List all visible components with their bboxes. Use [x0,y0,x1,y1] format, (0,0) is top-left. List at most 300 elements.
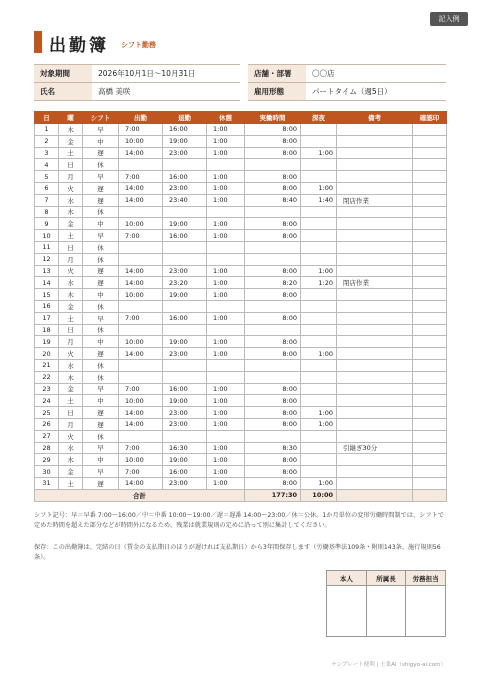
table-cell: 中 [83,218,119,230]
table-cell[interactable]: 1:00 [207,230,245,242]
info-table [34,64,446,101]
table-cell[interactable] [337,371,413,383]
table-cell[interactable]: 14:00 [119,418,163,430]
table-cell: 遅 [83,147,119,159]
example-badge: 記入例 [430,12,468,26]
table-cell[interactable] [207,206,245,218]
confirm-stamp-cell[interactable] [413,206,447,218]
confirm-stamp-cell[interactable] [413,265,447,277]
table-cell[interactable]: 14:00 [119,182,163,194]
table-cell: 29 [35,454,59,466]
day-row [35,336,447,348]
table-cell: 休 [83,206,119,218]
confirm-stamp-cell[interactable] [413,418,447,430]
table-cell[interactable]: 8:00 [245,147,301,159]
table-cell[interactable] [245,359,301,371]
confirm-stamp-cell[interactable] [413,407,447,419]
table-cell[interactable]: 8:00 [245,407,301,419]
table-cell[interactable] [207,253,245,265]
table-cell[interactable] [301,300,337,312]
day-row [35,194,447,206]
confirm-stamp-cell[interactable] [413,466,447,478]
confirm-stamp-cell[interactable] [413,277,447,289]
table-cell[interactable] [119,159,163,171]
table-cell[interactable] [119,324,163,336]
table-cell[interactable] [337,466,413,478]
confirm-stamp-cell[interactable] [413,477,447,489]
table-cell[interactable]: 10:00 [119,395,163,407]
table-cell[interactable] [119,359,163,371]
table-cell: 中 [83,289,119,301]
table-cell[interactable]: 7:00 [119,171,163,183]
confirm-stamp-cell[interactable] [413,442,447,454]
table-cell[interactable]: 1:00 [207,383,245,395]
table-cell[interactable]: 1:00 [207,477,245,489]
table-cell: 4 [35,159,59,171]
table-cell[interactable]: 8:00 [245,477,301,489]
table-cell[interactable]: 14:00 [119,407,163,419]
table-cell: 6 [35,182,59,194]
table-cell[interactable]: 16:30 [163,442,207,454]
table-cell[interactable] [245,430,301,442]
day-row [35,147,447,159]
table-cell[interactable] [337,418,413,430]
confirm-stamp-cell[interactable] [413,289,447,301]
table-cell[interactable] [301,253,337,265]
table-cell[interactable]: 1:00 [301,348,337,360]
table-cell[interactable]: 1:00 [207,218,245,230]
table-cell: 休 [83,324,119,336]
table-cell[interactable] [337,289,413,301]
day-row [35,277,447,289]
confirm-stamp-cell[interactable] [413,218,447,230]
table-cell[interactable]: 8:40 [245,194,301,206]
table-cell: 日 [59,407,83,419]
table-cell: 中 [83,135,119,147]
total-night-hours: 10:00 [301,489,337,501]
table-cell[interactable]: 16:00 [163,124,207,136]
table-cell[interactable] [301,159,337,171]
table-cell[interactable]: 23:00 [163,147,207,159]
day-row [35,218,447,230]
table-cell[interactable] [301,230,337,242]
table-cell[interactable]: 16:00 [163,230,207,242]
table-cell[interactable] [337,230,413,242]
table-cell[interactable]: 1:00 [301,418,337,430]
table-cell[interactable] [337,430,413,442]
table-cell[interactable] [163,300,207,312]
confirm-stamp-cell[interactable] [413,359,447,371]
table-cell[interactable] [337,383,413,395]
table-cell[interactable]: 1:00 [207,135,245,147]
column-header: 日 [35,112,59,124]
table-cell: 中 [83,395,119,407]
table-cell[interactable]: 1:00 [207,466,245,478]
table-cell[interactable]: 19:00 [163,395,207,407]
table-cell[interactable]: 1:00 [207,124,245,136]
table-cell[interactable]: 1:00 [207,182,245,194]
table-cell[interactable]: 7:00 [119,312,163,324]
employment-type-value[interactable]: パートタイム（週5日） [306,83,446,101]
confirm-stamp-cell[interactable] [413,336,447,348]
table-cell: 休 [83,253,119,265]
table-cell[interactable] [163,159,207,171]
table-cell[interactable]: 1:40 [301,194,337,206]
table-cell[interactable] [163,430,207,442]
table-cell[interactable]: 8:00 [245,395,301,407]
table-cell[interactable] [119,241,163,253]
table-cell[interactable]: 1:00 [301,407,337,419]
table-cell[interactable]: 7:00 [119,230,163,242]
table-cell[interactable]: 23:20 [163,277,207,289]
table-cell[interactable]: 8:00 [245,466,301,478]
confirm-stamp-cell[interactable] [413,348,447,360]
table-cell[interactable] [301,336,337,348]
table-cell: 日 [59,324,83,336]
table-cell: 金 [59,218,83,230]
table-cell[interactable]: 1:00 [301,147,337,159]
day-row [35,359,447,371]
table-cell[interactable] [301,241,337,253]
table-cell[interactable]: 8:00 [245,218,301,230]
confirm-stamp-cell[interactable] [413,159,447,171]
table-cell[interactable]: 19:00 [163,218,207,230]
confirm-stamp-cell[interactable] [413,300,447,312]
table-cell[interactable]: 16:00 [163,466,207,478]
table-cell: 21 [35,359,59,371]
confirm-stamp-cell[interactable] [413,312,447,324]
table-cell[interactable]: 10:00 [119,218,163,230]
table-cell[interactable] [301,218,337,230]
table-cell[interactable] [119,253,163,265]
confirm-stamp-cell[interactable] [413,371,447,383]
table-cell[interactable]: 1:00 [207,395,245,407]
table-cell[interactable] [337,324,413,336]
day-row [35,312,447,324]
confirm-stamp-cell[interactable] [413,171,447,183]
day-row [35,466,447,478]
table-cell[interactable] [207,371,245,383]
confirm-stamp-cell[interactable] [413,395,447,407]
table-cell: 26 [35,418,59,430]
total-work-hours: 177:30 [245,489,301,501]
day-row [35,407,447,419]
table-cell[interactable] [163,206,207,218]
confirm-stamp-cell[interactable] [413,147,447,159]
table-cell[interactable]: 8:00 [245,230,301,242]
storage-note: 保存：この出勤簿は、完結の日（賃金の支払期日のほうが遅ければ支払期日）から3年間保存します（労働基準法109条・附則143条、施行規則56条）。 [34,544,441,561]
table-cell[interactable]: 1:00 [301,182,337,194]
table-cell[interactable]: 14:00 [119,477,163,489]
table-cell: 早 [83,124,119,136]
confirm-stamp-cell[interactable] [413,194,447,206]
table-cell[interactable] [119,371,163,383]
confirm-stamp-cell[interactable] [413,454,447,466]
table-cell[interactable] [245,371,301,383]
table-cell[interactable]: 10:00 [119,336,163,348]
table-cell[interactable]: 10:00 [119,454,163,466]
day-row [35,159,447,171]
table-cell[interactable]: 1:00 [207,407,245,419]
table-cell[interactable]: 1:00 [207,348,245,360]
column-header: 出勤 [119,112,163,124]
table-cell[interactable] [337,206,413,218]
table-cell[interactable]: 8:00 [245,182,301,194]
table-cell[interactable] [337,312,413,324]
table-cell[interactable]: 8:00 [245,135,301,147]
table-cell[interactable]: 1:00 [207,147,245,159]
table-cell[interactable]: 14:00 [119,348,163,360]
table-cell: 30 [35,466,59,478]
table-cell[interactable]: 23:00 [163,407,207,419]
table-cell[interactable]: 1:00 [301,477,337,489]
table-cell[interactable] [301,206,337,218]
table-cell: 木 [59,206,83,218]
table-cell[interactable] [337,454,413,466]
table-cell[interactable] [245,324,301,336]
table-cell[interactable] [245,253,301,265]
title-accent-bar [34,31,42,53]
table-cell: 遅 [83,348,119,360]
table-cell: 休 [83,359,119,371]
table-cell[interactable]: 14:00 [119,277,163,289]
table-cell[interactable] [301,324,337,336]
table-cell[interactable] [301,135,337,147]
table-cell: 22 [35,371,59,383]
table-cell[interactable] [337,241,413,253]
table-cell: 2 [35,135,59,147]
table-cell[interactable] [337,253,413,265]
confirm-stamp-cell[interactable] [413,124,447,136]
stamp-label-manager: 所属長 [366,571,406,586]
table-cell[interactable]: 7:00 [119,442,163,454]
table-cell[interactable] [337,300,413,312]
table-cell[interactable] [337,159,413,171]
table-cell[interactable] [207,241,245,253]
table-cell[interactable]: 8:00 [245,312,301,324]
table-cell[interactable]: 引継ぎ30分 [337,442,413,454]
table-cell[interactable]: 8:00 [245,171,301,183]
confirm-stamp-cell[interactable] [413,182,447,194]
table-cell[interactable]: 閉店作業 [337,277,413,289]
table-cell[interactable] [119,206,163,218]
table-cell[interactable] [163,359,207,371]
table-cell[interactable]: 1:00 [207,194,245,206]
table-cell: 水 [59,194,83,206]
stamp-box-manager[interactable] [366,586,406,637]
table-cell[interactable] [337,218,413,230]
table-cell[interactable]: 23:00 [163,418,207,430]
table-cell: 月 [59,418,83,430]
table-cell[interactable]: 8:00 [245,383,301,395]
table-cell[interactable]: 1:00 [207,336,245,348]
table-cell[interactable]: 16:00 [163,312,207,324]
day-row [35,418,447,430]
table-cell[interactable] [301,442,337,454]
table-cell[interactable] [337,147,413,159]
table-cell[interactable]: 閉店作業 [337,194,413,206]
table-cell[interactable] [301,383,337,395]
table-cell[interactable] [119,300,163,312]
table-cell[interactable]: 8:00 [245,418,301,430]
table-cell[interactable] [119,430,163,442]
attendance-table [34,111,447,502]
table-cell[interactable]: 8:00 [245,336,301,348]
table-cell[interactable]: 19:00 [163,336,207,348]
table-cell[interactable] [163,371,207,383]
table-cell[interactable]: 7:00 [119,124,163,136]
confirm-stamp-cell[interactable] [413,383,447,395]
confirm-stamp-cell[interactable] [413,135,447,147]
table-cell: 金 [59,135,83,147]
table-cell[interactable]: 1:00 [207,442,245,454]
table-cell[interactable] [301,395,337,407]
table-cell[interactable] [337,477,413,489]
table-cell[interactable] [245,300,301,312]
day-row [35,454,447,466]
table-cell[interactable] [301,359,337,371]
table-cell: 早 [83,383,119,395]
table-cell[interactable] [245,159,301,171]
column-header: 退勤 [163,112,207,124]
table-cell[interactable] [337,336,413,348]
table-cell[interactable]: 1:00 [207,277,245,289]
table-cell[interactable]: 10:00 [119,289,163,301]
table-cell[interactable]: 8:00 [245,124,301,136]
table-cell[interactable]: 1:00 [207,312,245,324]
table-cell[interactable]: 8:20 [245,277,301,289]
confirm-stamp-cell[interactable] [413,324,447,336]
table-cell[interactable]: 23:00 [163,477,207,489]
table-cell[interactable]: 19:00 [163,289,207,301]
table-cell[interactable] [207,430,245,442]
table-cell[interactable] [301,124,337,136]
table-cell[interactable]: 8:00 [245,289,301,301]
table-cell: 9 [35,218,59,230]
table-cell[interactable]: 16:00 [163,383,207,395]
table-cell[interactable]: 7:00 [119,383,163,395]
table-cell[interactable] [337,265,413,277]
table-cell: 火 [59,348,83,360]
table-cell[interactable]: 8:30 [245,442,301,454]
table-cell: 休 [83,371,119,383]
day-row [35,206,447,218]
table-cell: 早 [83,171,119,183]
table-cell[interactable] [301,466,337,478]
total-label: 合計 [35,489,245,501]
day-row [35,135,447,147]
table-cell: 土 [59,312,83,324]
employment-type-label: 雇用形態 [248,83,306,101]
table-cell[interactable]: 23:00 [163,182,207,194]
stamp-box-labor[interactable] [406,586,446,637]
table-cell: 16 [35,300,59,312]
table-cell[interactable]: 1:00 [207,454,245,466]
day-row [35,395,447,407]
table-cell: 休 [83,430,119,442]
table-cell: 遅 [83,277,119,289]
table-cell: 早 [83,466,119,478]
table-cell[interactable]: 16:00 [163,171,207,183]
confirm-stamp-cell[interactable] [413,253,447,265]
total-row [35,489,447,501]
table-cell[interactable]: 1:20 [301,277,337,289]
table-cell: 月 [59,336,83,348]
table-cell[interactable]: 23:40 [163,194,207,206]
table-cell[interactable] [163,253,207,265]
table-cell: 遅 [83,182,119,194]
table-cell[interactable] [337,348,413,360]
table-cell: 15 [35,289,59,301]
table-cell[interactable] [207,359,245,371]
table-cell: 19 [35,336,59,348]
table-cell[interactable] [337,395,413,407]
page-subtitle: シフト勤務 [121,41,156,49]
confirm-stamp-cell[interactable] [413,430,447,442]
table-cell[interactable]: 10:00 [119,135,163,147]
table-cell[interactable]: 14:00 [119,147,163,159]
table-cell: 31 [35,477,59,489]
table-cell[interactable]: 19:00 [163,454,207,466]
table-cell[interactable] [337,407,413,419]
table-cell[interactable]: 1:00 [301,265,337,277]
table-cell[interactable]: 23:00 [163,348,207,360]
table-cell[interactable]: 14:00 [119,194,163,206]
table-cell[interactable] [207,324,245,336]
table-cell[interactable] [301,454,337,466]
table-cell[interactable]: 8:00 [245,265,301,277]
table-cell[interactable] [301,289,337,301]
table-cell[interactable] [163,241,207,253]
table-cell[interactable]: 7:00 [119,466,163,478]
table-cell[interactable] [163,324,207,336]
table-cell: 7 [35,194,59,206]
table-cell[interactable] [207,300,245,312]
table-cell[interactable]: 23:00 [163,265,207,277]
confirm-stamp-cell[interactable] [413,230,447,242]
table-cell[interactable] [337,171,413,183]
table-cell[interactable]: 1:00 [207,171,245,183]
period-value[interactable]: 2026年10月1日〜10月31日 [92,65,240,83]
column-header: シフト [83,112,119,124]
table-cell[interactable] [337,124,413,136]
table-cell[interactable]: 8:00 [245,348,301,360]
stamp-box-self[interactable] [327,586,367,637]
table-cell[interactable]: 8:00 [245,454,301,466]
table-cell[interactable] [245,241,301,253]
table-cell[interactable] [245,206,301,218]
table-cell[interactable]: 1:00 [207,289,245,301]
table-cell[interactable] [337,182,413,194]
table-cell[interactable] [301,371,337,383]
table-cell[interactable]: 1:00 [207,418,245,430]
table-cell: 土 [59,230,83,242]
table-cell[interactable] [301,430,337,442]
table-cell[interactable]: 14:00 [119,265,163,277]
table-cell[interactable]: 1:00 [207,265,245,277]
table-cell[interactable] [337,135,413,147]
table-cell[interactable] [301,171,337,183]
store-value[interactable]: 〇〇店 [306,65,446,83]
table-cell[interactable] [301,312,337,324]
table-cell[interactable] [337,359,413,371]
name-value[interactable]: 高橋 美咲 [92,83,240,101]
confirm-stamp-cell[interactable] [413,241,447,253]
table-cell[interactable] [207,159,245,171]
shift-note: シフト記号：早＝早番 7:00〜16:00／中＝中番 10:00〜19:00／遅＝遅番 14:00〜23:00／休＝公休。1か月単位の変形労働時間制では、シフトで定めた時間を超えた部分などが時間外になるため、残業は就業規則の定めに沿って別に集計してください。 [34,512,444,529]
day-row [35,171,447,183]
table-cell[interactable]: 19:00 [163,135,207,147]
